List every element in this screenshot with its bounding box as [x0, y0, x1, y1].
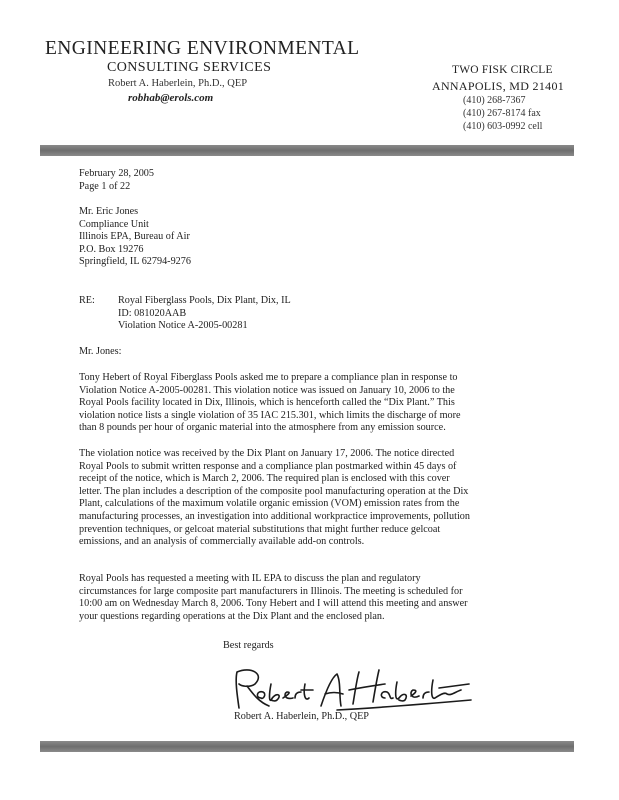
- paragraph-line: The violation notice was received by the Dix Plant on January 17, 2006. The notice directed: [79, 448, 455, 459]
- handwritten-signature: [225, 664, 475, 716]
- paragraph-line: Royal Pools to submit written response and a compliance plan postmarked within 45 days of: [79, 460, 457, 472]
- paragraph-line: Royal Pools facility located in Dix, Illinois, which is henceforth called the “Dix Plant.” This: [79, 397, 455, 409]
- recipient-address: [79, 206, 191, 269]
- re-subject: [118, 295, 291, 333]
- closing: Best regards: [223, 640, 274, 651]
- phone-fax: (410) 267-8174 fax: [463, 108, 541, 119]
- paragraph-line: emissions, and an analysis of commercially available add-on controls.: [79, 536, 365, 548]
- company-subtitle: CONSULTING SERVICES: [107, 60, 272, 75]
- header-divider: [40, 145, 574, 156]
- paragraph-line: violation notice lists a single violation of 35 IAC 215.301, which limits the discharge of more: [79, 409, 461, 421]
- recipient-city: Springfield, IL 62794-9276: [79, 256, 191, 268]
- paragraph-line: Royal Pools has requested a meeting with IL EPA to discuss the plan and regulatory: [79, 573, 421, 584]
- address-street: TWO FISK CIRCLE: [452, 64, 553, 76]
- address-city: ANNAPOLIS, MD 21401: [432, 79, 565, 93]
- signer-name: Robert A. Haberlein, Ph.D., QEP: [234, 711, 369, 722]
- page-number: Page 1 of 22: [79, 181, 131, 192]
- paragraph-line: letter. The plan includes a description of the composite pool manufacturing operation at the Dix: [79, 485, 469, 497]
- footer-divider: [40, 741, 574, 752]
- body-paragraph-1: [79, 372, 579, 435]
- re-line: Royal Fiberglass Pools, Dix Plant, Dix, IL: [118, 295, 291, 306]
- re-label: RE:: [79, 295, 95, 306]
- letterhead-email: robhab@erols.com: [128, 92, 214, 104]
- company-name: ENGINEERING ENVIRONMENTAL: [45, 38, 360, 59]
- paragraph-line: circumstances for large composite part manufacturers in Illinois. The meeting is scheduled for: [79, 585, 463, 597]
- paragraph-line: prevention techniques, or gelcoat material substitutions that might further reduce gelcoat: [79, 523, 441, 535]
- body-paragraph-2: [79, 448, 579, 549]
- paragraph-line: Plant, calculations of the maximum volatile organic emission (VOM) emission rates from the: [79, 498, 460, 510]
- paragraph-line: Tony Hebert of Royal Fiberglass Pools asked me to prepare a compliance plan in response to: [79, 372, 458, 383]
- recipient-name: Mr. Eric Jones: [79, 206, 139, 217]
- re-line: ID: 081020AAB: [118, 307, 187, 319]
- phone-cell: (410) 603-0992 cell: [463, 121, 543, 132]
- re-line: Violation Notice A-2005-00281: [118, 320, 248, 332]
- paragraph-line: 10:00 am on Wednesday March 8, 2006. Tony Hebert and I will attend this meeting and answer: [79, 598, 468, 610]
- recipient-unit: Compliance Unit: [79, 218, 149, 230]
- recipient-agency: Illinois EPA, Bureau of Air: [79, 231, 190, 243]
- paragraph-line: Violation Notice A-2005-00281. This violation notice was issued on January 10, 2006 to the: [79, 384, 455, 396]
- salutation: Mr. Jones:: [79, 346, 122, 357]
- paragraph-line: receipt of the notice, which is March 2, 2006. The required plan is enclosed with this cover: [79, 473, 450, 485]
- paragraph-line: than 8 pounds per hour of organic material into the atmosphere from any emission source.: [79, 422, 446, 434]
- recipient-po-box: P.O. Box 19276: [79, 243, 144, 255]
- letter-date: February 28, 2005: [79, 168, 154, 179]
- paragraph-line: manufacturing processes, an investigation into additional workpractice improvements, pollution: [79, 510, 470, 522]
- letterhead-author: Robert A. Haberlein, Ph.D., QEP: [108, 78, 248, 89]
- phone-office: (410) 268-7367: [463, 95, 526, 106]
- body-paragraph-3: [79, 573, 579, 623]
- paragraph-line: your questions regarding operations at the Dix Plant and the enclosed plan.: [79, 610, 385, 622]
